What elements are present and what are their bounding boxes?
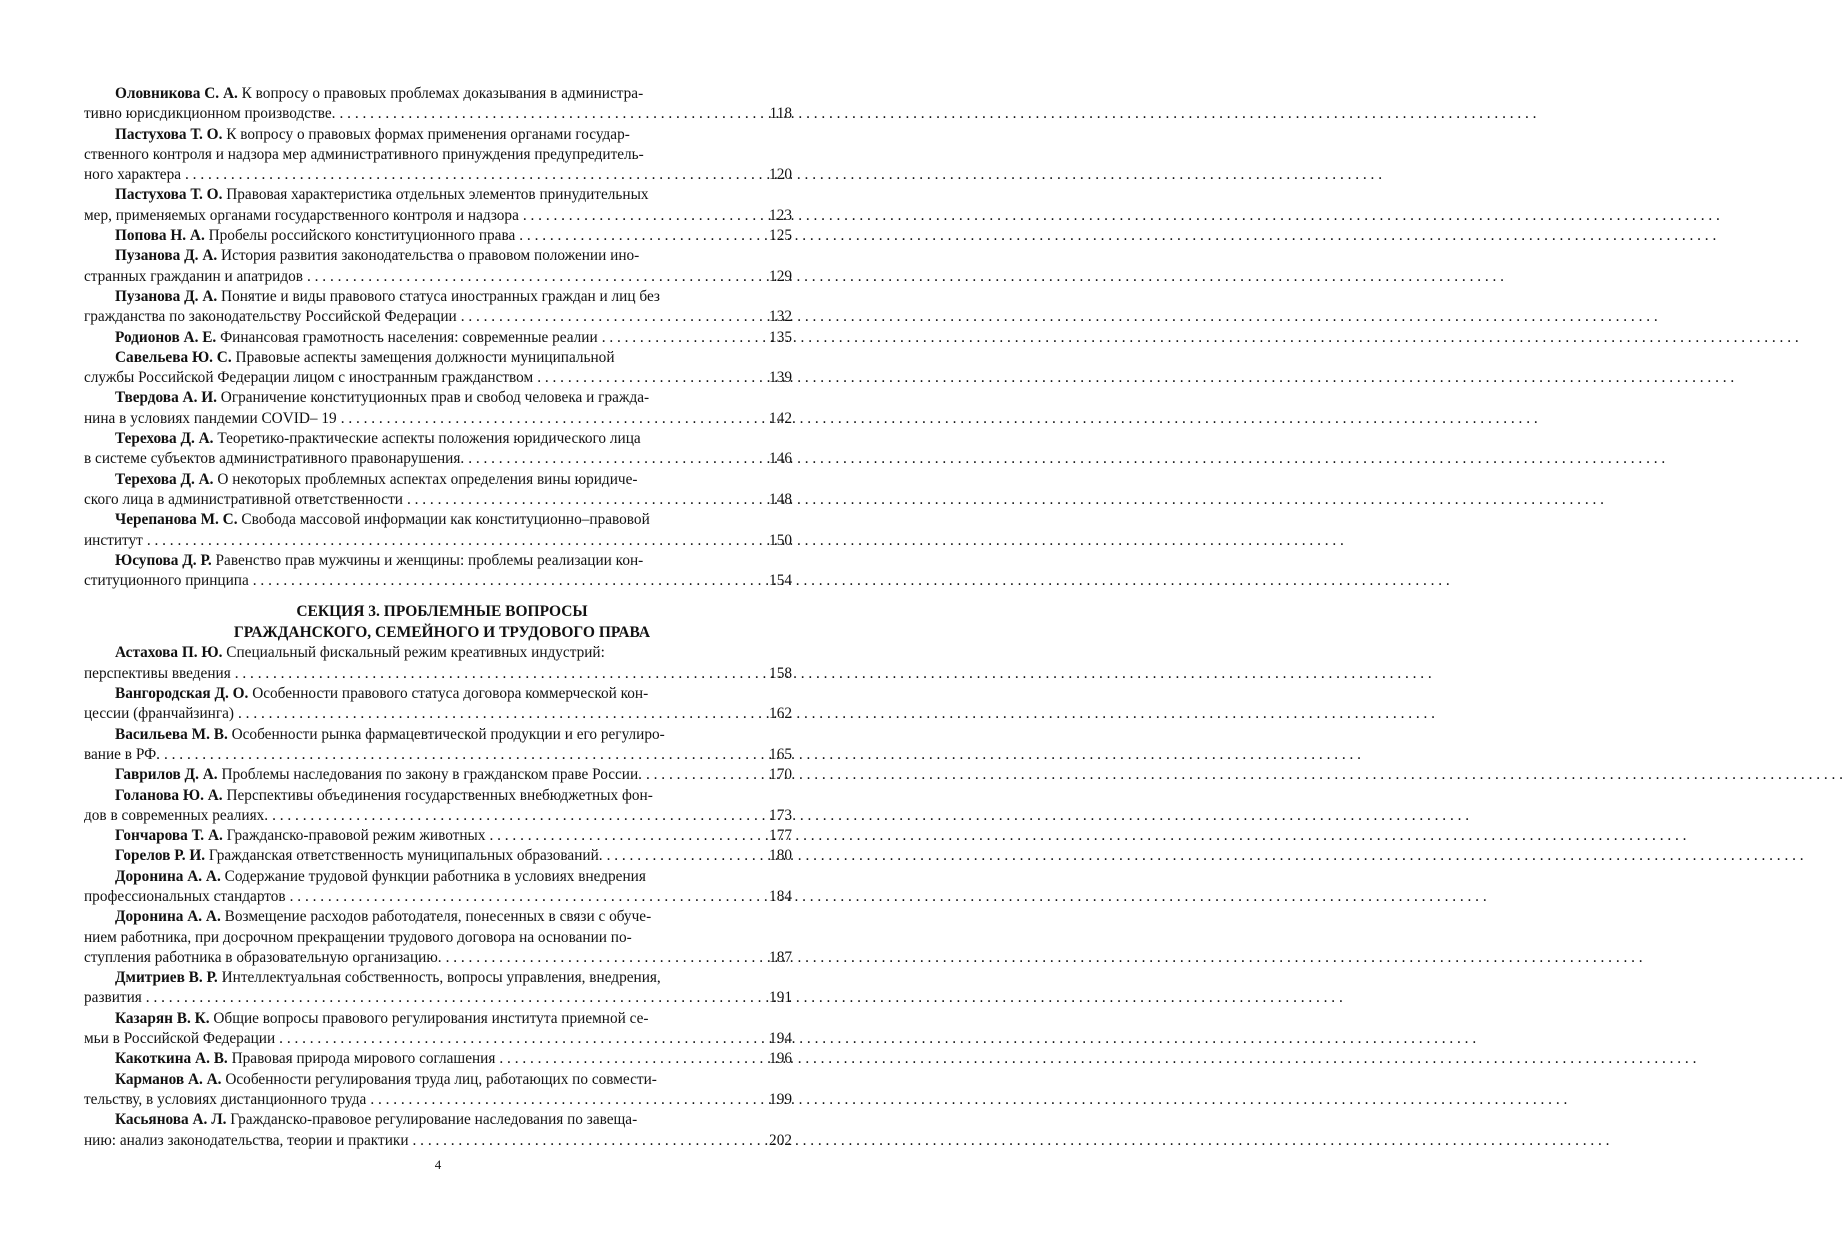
- toc-entry-line: [84, 348, 792, 368]
- toc-entry-page: 173: [769, 806, 792, 824]
- toc-entry-title: тельству, в условиях дистанционного труда: [84, 1090, 367, 1108]
- toc-entry-line: [84, 510, 792, 530]
- toc-entry: [84, 470, 792, 511]
- toc-entry: [84, 846, 792, 866]
- toc-entry-page: 162: [769, 705, 792, 723]
- dot-leader: [642, 765, 752, 785]
- toc-entry-title: нием работника, при досрочном прекращении трудового договора на основании по-: [84, 928, 632, 946]
- toc-entry-line: [84, 1070, 792, 1090]
- page-number: 4: [434, 1157, 442, 1172]
- toc-entry-line: [84, 226, 792, 246]
- toc-entry-author: Родионов А. Е.: [115, 328, 217, 346]
- toc-entry-page: 158: [769, 664, 792, 682]
- toc-entry-title: развития: [84, 989, 142, 1007]
- toc-entry-line: [84, 704, 792, 724]
- toc-entry-line: [84, 907, 792, 927]
- toc-entry-author: Пастухова Т. О.: [115, 125, 223, 143]
- toc-entry-line: [84, 684, 792, 704]
- toc-entry-title: Правовая характеристика отдельных элементов принудительных: [226, 186, 649, 204]
- toc-entry: [84, 643, 792, 684]
- toc-entry-line: [84, 125, 792, 145]
- toc-entry-line: [84, 725, 792, 745]
- toc-entry-author: Пастухова Т. О.: [115, 186, 223, 204]
- toc-entry-author: Твердова А. И.: [115, 389, 217, 407]
- toc-entry: [84, 725, 792, 766]
- toc-entry-title: гражданства по законодательству Российской Федерации: [84, 308, 457, 326]
- toc-entry-line: [84, 988, 792, 1008]
- toc-entry-page: 191: [769, 989, 792, 1007]
- toc-entry-line: [84, 145, 792, 165]
- toc-entry-author: Оловникова С. А.: [115, 85, 238, 102]
- toc-entry-title: мер, применяемых органами государственного контроля и надзора: [84, 206, 519, 224]
- toc-entry-title: Финансовая грамотность населения: современные реалии: [220, 328, 598, 346]
- toc-entry-page: 165: [769, 745, 792, 763]
- toc-entry-line: [84, 765, 792, 785]
- toc-entry-page: 180: [769, 847, 792, 865]
- toc-entry-page: 142: [769, 409, 792, 427]
- toc-entry-title: тивно юрисдикционном производстве.: [84, 105, 336, 123]
- toc-entry-author: Гончарова Т. А.: [115, 827, 223, 845]
- dot-leader: [519, 206, 752, 226]
- toc-entry-title: Пробелы российского конституционного права: [208, 227, 516, 245]
- toc-entry-title: нию: анализ законодательства, теории и практики: [84, 1131, 409, 1149]
- toc-entry-title: Свобода массовой информации как конституционно–правовой: [241, 511, 650, 529]
- toc-entry-title: Понятие и виды правового статуса иностранных граждан и лиц без: [221, 287, 660, 305]
- toc-entry-line: [84, 1049, 792, 1069]
- toc-entry-line: [84, 185, 792, 205]
- toc-entry-title: Правовые аспекты замещения должности муниципальной: [235, 348, 615, 366]
- dot-leader: [181, 165, 752, 185]
- toc-entry-line: [84, 267, 792, 287]
- toc-entry-title: профессиональных стандартов: [84, 887, 286, 905]
- toc-entry-line: [84, 388, 792, 408]
- section-heading: [84, 601, 792, 643]
- toc-entry-title: Перспективы объединения государственных внебюджетных фон-: [226, 786, 653, 804]
- toc-entry-title: службы Российской Федерации лицом с иностранным гражданством: [84, 369, 534, 387]
- toc-entry: [84, 287, 792, 328]
- dot-leader: [598, 328, 752, 348]
- dot-leader: [234, 704, 752, 724]
- toc-entry-author: Вангородская Д. О.: [115, 685, 249, 703]
- dot-leader: [160, 745, 752, 765]
- toc-entry: [84, 907, 792, 968]
- toc-entry: [84, 246, 792, 287]
- toc-entry-page: 146: [769, 450, 792, 468]
- toc-entry-title: ного характера: [84, 166, 182, 184]
- toc-entry: [84, 684, 792, 725]
- toc-entry: [84, 765, 792, 785]
- toc-entry-line: [84, 1029, 792, 1049]
- toc-entry-line: [84, 1110, 792, 1130]
- toc-entry-line: [84, 806, 792, 826]
- dot-leader: [336, 104, 752, 124]
- toc-entry-line: [84, 490, 792, 510]
- toc-entry-line: [84, 470, 792, 490]
- toc-entry-line: [84, 287, 792, 307]
- toc-entry-title: Ограничение конституционных прав и свобод человека и гражда-: [220, 389, 650, 407]
- toc-entry-author: Горелов Р. И.: [115, 847, 206, 865]
- toc-entry-title: Особенности правового статуса договора коммерческой кон-: [252, 685, 649, 703]
- toc-entry-page: 123: [769, 206, 792, 224]
- toc-entry-title: цессии (франчайзинга): [84, 705, 235, 723]
- toc-entry-line: [84, 948, 792, 968]
- toc-list-bottom: [84, 643, 792, 1150]
- toc-entry: [84, 226, 792, 246]
- toc-entry-page: 154: [769, 572, 792, 590]
- toc-entry-line: [84, 368, 792, 388]
- toc-entry-title: нина в условиях пандемии COVID– 19: [84, 409, 337, 427]
- toc-entry-line: [84, 928, 792, 948]
- toc-entry: [84, 1110, 792, 1151]
- toc-page: [84, 84, 792, 1151]
- toc-entry-title: Равенство прав мужчины и женщины: проблемы реализации кон-: [215, 551, 644, 569]
- toc-entry-page: 196: [769, 1050, 792, 1068]
- toc-entry-author: Голанова Ю. А.: [115, 786, 223, 804]
- toc-entry-author: Васильева М. В.: [115, 725, 228, 743]
- toc-entry-title: Особенности регулирования труда лиц, работающих по совмести-: [225, 1070, 657, 1088]
- toc-entry-author: Карманов А. А.: [115, 1070, 222, 1088]
- dot-leader: [485, 826, 752, 846]
- toc-entry-page: 177: [769, 827, 792, 845]
- toc-entry: [84, 1070, 792, 1111]
- toc-entry-line: [84, 867, 792, 887]
- dot-leader: [337, 409, 752, 429]
- dot-leader: [303, 267, 752, 287]
- toc-entry-line: [84, 551, 792, 571]
- toc-entry-author: Савельева Ю. С.: [115, 348, 232, 366]
- section-heading-line-2: ГРАЖДАНСКОГО, СЕМЕЙНОГО И ТРУДОВОГО ПРАВА: [233, 624, 651, 642]
- toc-entry-title: Правовая природа мирового соглашения: [231, 1050, 496, 1068]
- toc-entry-title: Теоретико-практические аспекты положения юридического лица: [217, 430, 641, 448]
- dot-leader: [464, 449, 752, 469]
- toc-entry-title: К вопросу о правовых формах применения органами государ-: [226, 125, 630, 143]
- toc-entry-line: [84, 104, 792, 124]
- toc-entry-page: 135: [769, 328, 792, 346]
- toc-entry-author: Терехова Д. А.: [115, 470, 214, 488]
- toc-entry-title: Содержание трудовой функции работника в условиях внедрения: [224, 867, 646, 885]
- toc-entry-line: [84, 165, 792, 185]
- toc-entry-title: Возмещение расходов работодателя, понесенных в связи с обуче-: [224, 908, 652, 926]
- toc-entry: [84, 786, 792, 827]
- toc-entry-title: Общие вопросы правового регулирования института приемной се-: [213, 1009, 649, 1027]
- toc-entry-title: ского лица в административной ответственности: [84, 490, 403, 508]
- toc-entry-title: Проблемы наследования по закону в гражданском праве России.: [221, 766, 642, 784]
- toc-entry-line: [84, 307, 792, 327]
- toc-entry-page: 194: [769, 1030, 792, 1048]
- toc-entry-author: Астахова П. Ю.: [115, 644, 223, 662]
- toc-entry: [84, 1049, 792, 1069]
- toc-entry-author: Какоткина А. В.: [115, 1050, 228, 1068]
- dot-leader: [403, 490, 752, 510]
- toc-entry: [84, 388, 792, 429]
- toc-entry-page: 199: [769, 1090, 792, 1108]
- toc-entry: [84, 551, 792, 592]
- toc-entry-line: [84, 826, 792, 846]
- toc-entry-title: Особенности рынка фармацевтической продукции и его регулиро-: [231, 725, 665, 743]
- toc-entry-title: История развития законодательства о правовом положении ино-: [221, 247, 640, 265]
- toc-entry: [84, 968, 792, 1009]
- toc-entry-page: 202: [769, 1131, 792, 1149]
- toc-entry-title: Интеллектуальная собственность, вопросы управления, внедрения,: [221, 969, 661, 987]
- toc-entry-author: Касьянова А. Л.: [115, 1111, 227, 1129]
- toc-entry-line: [84, 409, 792, 429]
- dot-leader: [286, 887, 752, 907]
- toc-entry: [84, 510, 792, 551]
- toc-entry-author: Доронина А. А.: [115, 908, 221, 926]
- toc-entry-title: К вопросу о правовых проблемах доказывания в администра-: [241, 85, 644, 102]
- toc-entry-page: 187: [769, 948, 792, 966]
- section-heading-line-1: СЕКЦИЯ 3. ПРОБЛЕМНЫЕ ВОПРОСЫ: [296, 603, 588, 621]
- toc-entry-title: вание в РФ.: [84, 745, 160, 763]
- toc-entry: [84, 348, 792, 389]
- toc-entry-title: ступления работника в образовательную организацию.: [84, 948, 442, 966]
- toc-entry-line: [84, 531, 792, 551]
- toc-entry: [84, 826, 792, 846]
- toc-entry-title: в системе субъектов административного правонарушения.: [84, 450, 465, 468]
- dot-leader: [495, 1049, 752, 1069]
- toc-entry: [84, 867, 792, 908]
- toc-entry: [84, 125, 792, 186]
- toc-entry-author: Пузанова Д. А.: [115, 287, 218, 305]
- toc-entry: [84, 328, 792, 348]
- toc-entry-line: [84, 206, 792, 226]
- toc-entry-line: [84, 1090, 792, 1110]
- toc-entry: [84, 185, 792, 226]
- toc-entry: [84, 429, 792, 470]
- toc-entry-page: 150: [769, 531, 792, 549]
- dot-leader: [275, 1029, 752, 1049]
- toc-entry-line: [84, 571, 792, 591]
- dot-leader: [457, 307, 752, 327]
- toc-entry-title: Гражданская ответственность муниципальных образований.: [208, 847, 603, 865]
- toc-entry-page: 118: [769, 105, 792, 123]
- dot-leader: [533, 368, 752, 388]
- toc-entry-page: 132: [769, 308, 792, 326]
- toc-entry-author: Гаврилов Д. А.: [115, 766, 218, 784]
- toc-entry-title: О некоторых проблемных аспектах определения вины юридиче-: [217, 470, 638, 488]
- toc-entry-line: [84, 429, 792, 449]
- toc-entry-author: Черепанова М. С.: [115, 511, 238, 529]
- toc-entry-title: перспективы введения: [84, 664, 231, 682]
- toc-entry-author: Дмитриев В. Р.: [115, 969, 218, 987]
- toc-entry-page: 120: [769, 166, 792, 184]
- dot-leader: [231, 664, 752, 684]
- dot-leader: [268, 806, 752, 826]
- toc-entry-title: Специальный фискальный режим креативных индустрий:: [226, 644, 605, 662]
- toc-entry-page: 170: [769, 766, 792, 784]
- toc-list-top: [84, 84, 792, 591]
- dot-leader: [366, 1090, 752, 1110]
- toc-entry-line: [84, 1131, 792, 1151]
- toc-entry-author: Казарян В. К.: [115, 1009, 210, 1027]
- dot-leader: [603, 846, 752, 866]
- toc-entry-title: странных гражданин и апатридов: [84, 267, 303, 285]
- toc-entry-page: 139: [769, 369, 792, 387]
- toc-entry-line: [84, 246, 792, 266]
- dot-leader: [409, 1131, 752, 1151]
- toc-entry-page: 184: [769, 887, 792, 905]
- dot-leader: [142, 988, 752, 1008]
- toc-entry-line: [84, 968, 792, 988]
- dot-leader: [515, 226, 752, 246]
- toc-entry-author: Юсупова Д. Р.: [115, 551, 212, 569]
- toc-entry-page: 125: [769, 227, 792, 245]
- toc-entry: [84, 84, 792, 125]
- toc-entry-line: [84, 1009, 792, 1029]
- toc-entry-page: 148: [769, 490, 792, 508]
- toc-entry-line: [84, 84, 792, 104]
- toc-entry-author: Доронина А. А.: [115, 867, 221, 885]
- toc-entry-title: Гражданско-правовой режим животных: [226, 827, 486, 845]
- toc-entry-title: Гражданско-правовое регулирование наследования по завеща-: [230, 1111, 638, 1129]
- toc-entry-line: [84, 846, 792, 866]
- toc-entry-line: [84, 449, 792, 469]
- toc-entry-line: [84, 664, 792, 684]
- toc-entry-title: ституционного принципа: [84, 572, 249, 590]
- toc-entry-author: Попова Н. А.: [115, 227, 205, 245]
- toc-entry-author: Терехова Д. А.: [115, 430, 214, 448]
- toc-entry-title: ственного контроля и надзора мер административного принуждения предупредитель-: [84, 145, 644, 163]
- toc-entry: [84, 1009, 792, 1050]
- dot-leader: [249, 571, 752, 591]
- toc-entry-author: Пузанова Д. А.: [115, 247, 218, 265]
- toc-entry-line: [84, 745, 792, 765]
- toc-entry-page: 129: [769, 267, 792, 285]
- dot-leader: [442, 948, 752, 968]
- toc-entry-line: [84, 328, 792, 348]
- toc-entry-title: институт: [84, 531, 143, 549]
- toc-entry-line: [84, 887, 792, 907]
- toc-entry-line: [84, 643, 792, 663]
- toc-entry-title: дов в современных реалиях.: [84, 806, 269, 824]
- toc-entry-title: мьи в Российской Федерации: [84, 1030, 276, 1048]
- toc-entry-line: [84, 786, 792, 806]
- dot-leader: [143, 531, 752, 551]
